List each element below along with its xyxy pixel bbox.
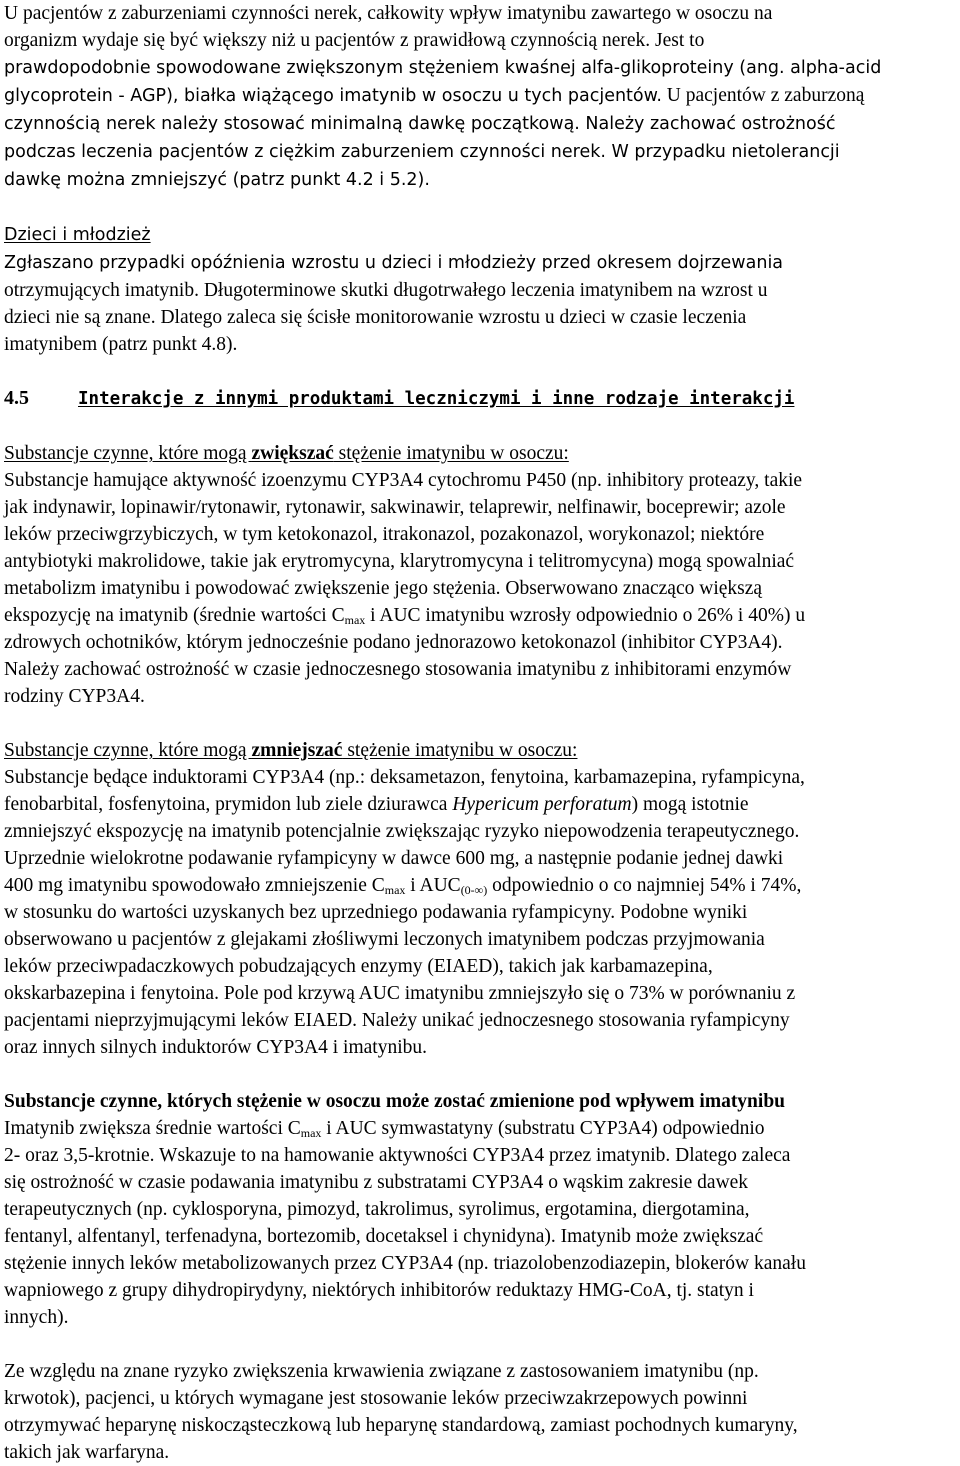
text-line: terapeutycznych (np. cyklosporyna, pimozyd, takrolimus, syrolimus, ergotamina, diergotamina, [4,1199,750,1220]
text-line: rodziny CYP3A4. [4,686,145,707]
text-line: imatynibem (patrz punkt 4.8). [4,334,238,355]
section-heading [4,385,956,413]
text-line: wapniowego z grupy dihydropirydyny, niektórych inhibitorów reduktazy HMG-CoA, tj. statyn i [4,1280,754,1301]
text-line: krwotok), pacjenci, u których wymagane jest stosowanie leków przeciwzakrzepowych powinni [4,1388,748,1409]
altered-heading: Substancje czynne, których stężenie w osoczu może zostać zmienione pod wpływem imatynibu [4,1091,786,1112]
text-line: podczas leczenia pacjentów z ciężkim zaburzeniem czynności nerek. W przypadku nietolerancji [4,142,840,162]
text-line: obserwowano u pacjentów z glejakami złośliwymi leczonych imatynibem podczas przyjmowania [4,929,765,950]
bleeding-paragraph [4,1358,956,1466]
text-line: antybiotyki makrolidowe, takie jak erytromycyna, klarytromycyna i telitromycyna) mogą spowalniać [4,551,795,572]
decrease-section [4,737,956,1061]
section-number: 4.5 [4,387,29,409]
section-title: Interakcje z innymi produktami leczniczymi i inne rodzaje interakcji [78,389,795,409]
text-line: U pacjentów z zaburzeniami czynności nerek, całkowity wpływ imatynibu zawartego w osoczu na [4,3,773,24]
text-line: glycoprotein - AGP), białka wiążącego imatynib w osoczu u tych pacjentów. [4,86,662,106]
text-line: okskarbazepina i fenytoina. Pole pod krzywą AUC imatynibu zmniejszyło się o 73% w porównaniu z [4,983,796,1004]
children-heading: Dzieci i młodzież [4,225,151,245]
text-line: oraz innych silnych induktorów CYP3A4 i imatynibu. [4,1037,428,1058]
text-line: Substancje hamujące aktywność izoenzymu CYP3A4 cytochromu P450 (np. inhibitory proteazy, takie [4,470,803,491]
decrease-heading: Substancje czynne, które mogą zmniejszać stężenie imatynibu w osoczu: [4,740,578,761]
text-line: dawkę można zmniejszyć (patrz punkt 4.2 i 5.2). [4,170,430,190]
text-line: dzieci nie są znane. Dlatego zaleca się ścisłe monitorowanie wzrostu u dzieci w czasie leczenia [4,307,747,328]
text-line: się ostrożność w czasie podawania imatynibu z substratami CYP3A4 o wąskim zakresie dawek [4,1172,749,1193]
text-line: organizm wydaje się być większy niż u pacjentów z prawidłową czynnością nerek. Jest to [4,30,705,51]
text-line: zmniejszyć ekspozycję na imatynib potencjalnie zwiększając ryzyko niepowodzenia terapeutycznego. [4,821,800,842]
text-line: takich jak warfaryna. [4,1442,170,1463]
text-line: prawdopodobnie spowodowane zwiększonym stężeniem kwaśnej alfa-glikoproteiny (ang. alpha-acid [4,58,882,78]
text-line: U pacjentów z zaburzoną [661,85,865,106]
text-line: ekspozycję na imatynib (średnie wartości $C_{max}$ i AUC imatynibu wzrosły odpowiednio o 26% i 40%) u [4,605,806,627]
text-line: Imatynib zwiększa średnie wartości $C_{max}$ i AUC symwastatyny (substratu CYP3A4) odpowiednio [4,1118,765,1140]
text-line: innych). [4,1307,69,1328]
text-line: jak indynawir, lopinawir/rytonawir, rytonawir, sakwinawir, telaprewir, nelfinawir, boceprewir; azole [4,497,786,518]
text-line: fenobarbital, fosfenytoina, prymidon lub ziele dziurawca Hypericum perforatum) mogą istotnie [4,794,749,815]
text-line: Uprzednie wielokrotne podawanie ryfampicyny w dawce 600 mg, a następnie podanie jednej dawki [4,848,784,869]
text-line: otrzymujących imatynib. Długoterminowe skutki długotrwałego leczenia imatynibem na wzrost u [4,280,768,301]
children-section [4,221,956,358]
text-line: Należy zachować ostrożność w czasie jednoczesnego stosowania imatynibu z inhibitorami enzymów [4,659,792,680]
renal-paragraph [4,0,956,194]
text-line: czynnością nerek należy stosować minimalną dawkę początkową. Należy zachować ostrożność [4,114,836,134]
text-line: 400 mg imatynibu spowodowało zmniejszenie $C_{max}$ i $AUC_{(0-\infty)}$ odpowiednio o co najmniej 54% i 74%, [4,875,802,897]
text-line: stężenie innych leków metabolizowanych przez CYP3A4 (np. triazolobenzodiazepin, blokerów kanału [4,1253,806,1274]
text-line: fentanyl, alfentanyl, terfenadyna, bortezomib, docetaksel i chynidyna). Imatynib może zwiększać [4,1226,764,1247]
text-line: leków przeciwpadaczkowych pobudzających enzymy (EIAED), takich jak karbamazepina, [4,956,713,977]
increase-section [4,440,956,710]
increase-heading: Substancje czynne, które mogą zwiększać stężenie imatynibu w osoczu: [4,443,569,464]
text-line: w stosunku do wartości uzyskanych bez uprzedniego podawania ryfampicyny. Podobne wyniki [4,902,748,923]
text-line: pacjentami nieprzyjmującymi leków EIAED. Należy unikać jednoczesnego stosowania ryfampicyny [4,1010,790,1031]
text-line: metabolizm imatynibu i powodować zwiększenie jego stężenia. Obserwowano znacząco większą [4,578,763,599]
text-line: Ze względu na znane ryzyko zwiększenia krwawienia związane z zastosowaniem imatynibu (np. [4,1361,759,1382]
text-line: leków przeciwgrzybiczych, w tym ketokonazol, itrakonazol, pozakonazol, worykonazol; niektóre [4,524,765,545]
text-line: Zgłaszano przypadki opóźnienia wzrostu u dzieci i młodzieży przed okresem dojrzewania [4,253,784,273]
text-line: zdrowych ochotników, którym jednocześnie podano jednorazowo ketokonazol (inhibitor CYP3A4). [4,632,783,653]
text-line: otrzymywać heparynę niskocząsteczkową lub heparynę standardową, zamiast pochodnych kumaryny, [4,1415,798,1436]
text-line: Substancje będące induktorami CYP3A4 (np.: deksametazon, fenytoina, karbamazepina, ryfampicyna, [4,767,805,788]
altered-section [4,1088,956,1331]
text-line: 2- oraz 3,5-krotnie. Wskazuje to na hamowanie aktywności CYP3A4 przez imatynib. Dlatego zaleca [4,1145,791,1166]
